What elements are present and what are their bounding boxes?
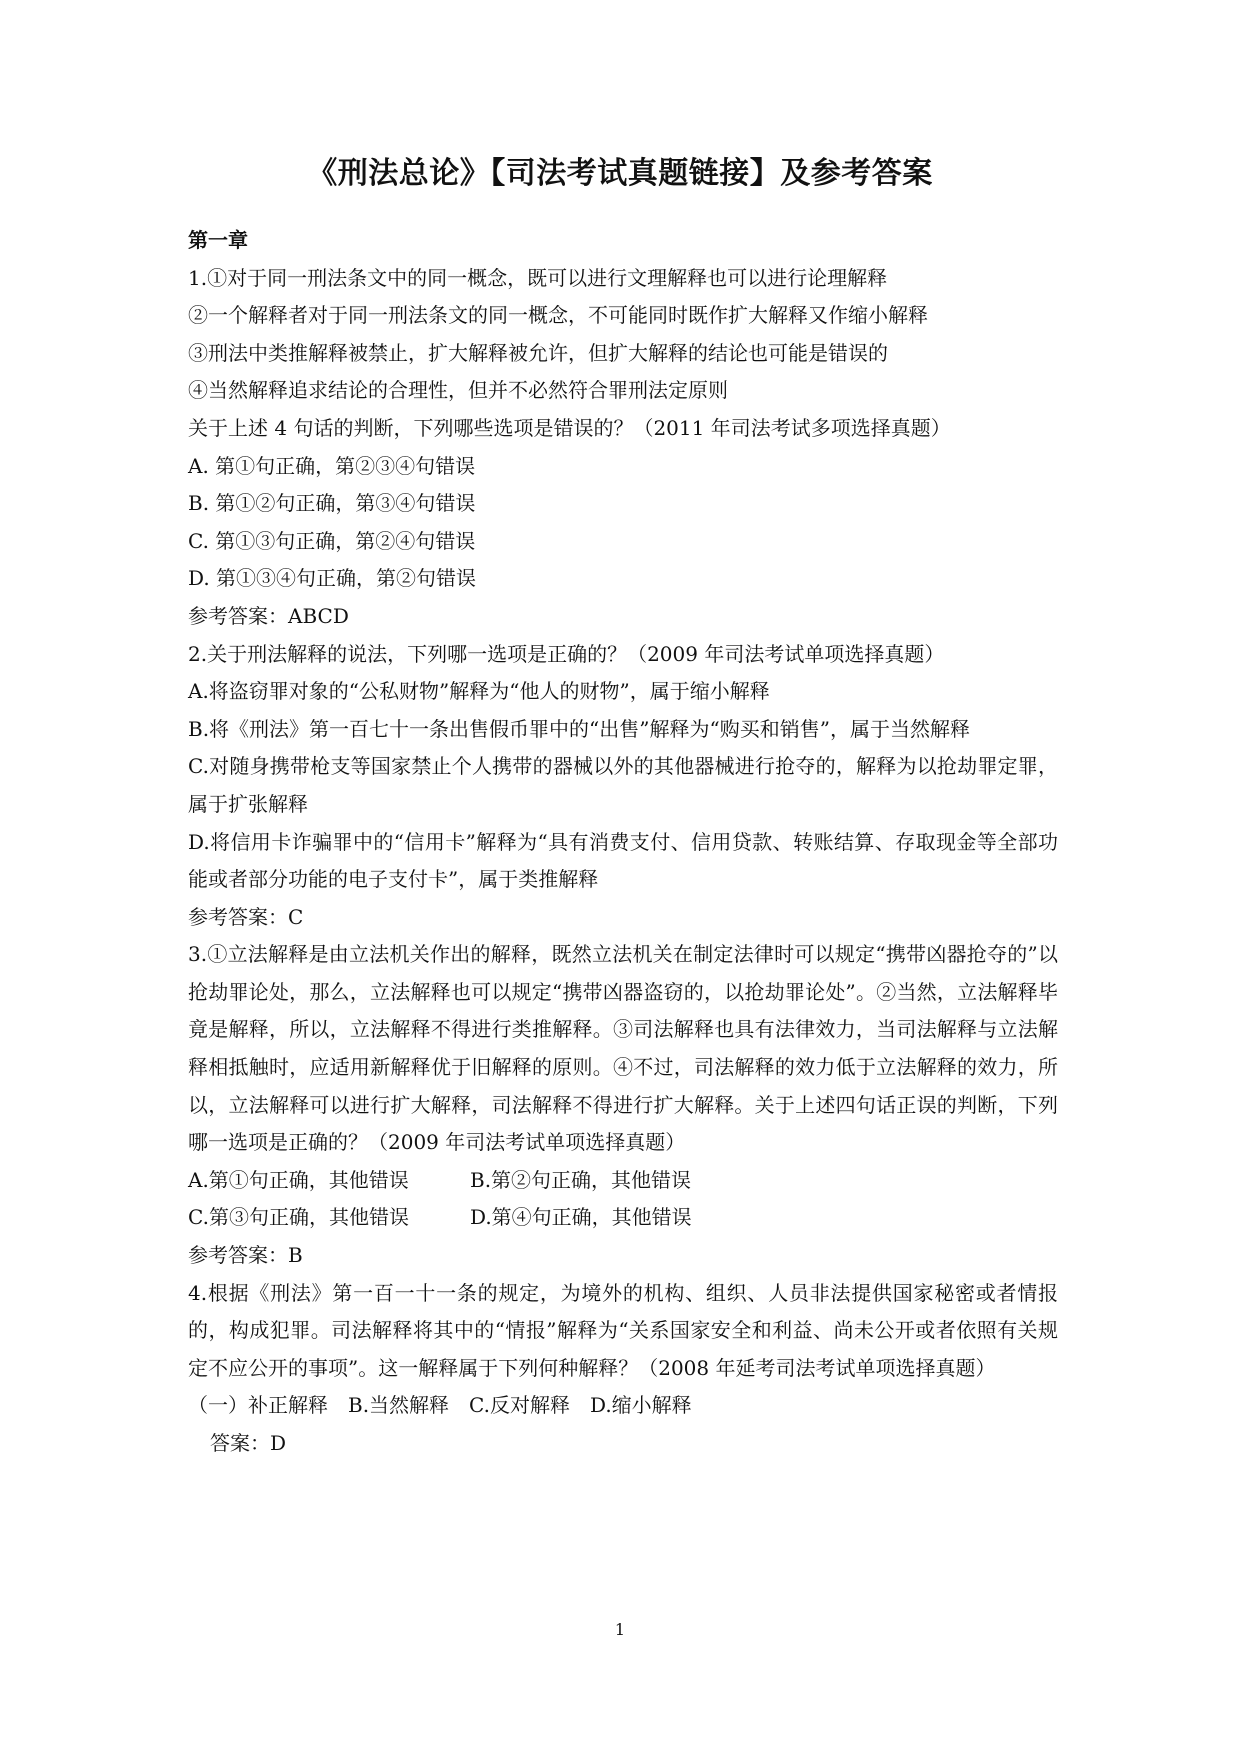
q1-statement-1: 1.①对于同一刑法条文中的同一概念，既可以进行文理解释也可以进行论理解释 [188, 265, 888, 290]
q3-option-d: D.第④句正确，其他错误 [470, 1205, 692, 1230]
q3-option-c: C.第③句正确，其他错误 [188, 1205, 409, 1230]
q1-answer: 参考答案：ABCD [188, 603, 349, 628]
document-body [188, 222, 1058, 1463]
q2-answer: 参考答案：C [188, 904, 304, 929]
q1-option-c: C. 第①③句正确，第②④句错误 [188, 528, 476, 553]
q2-option-c: C.对随身携带枪支等国家禁止个人携带的器械以外的其他器械进行抢夺的，解释为以抢劫罪定罪，属于扩张解释 [188, 754, 1058, 816]
q3-answer: 参考答案：B [188, 1243, 303, 1268]
q4-text: 4.根据《刑法》第一百一十一条的规定，为境外的机构、组织、人员非法提供国家秘密或者情报的，构成犯罪。司法解释将其中的“情报”解释为“关系国家安全和利益、尚未公开或者依照有关规定不应公开的事项”。这一解释属于下列何种解释？（2008 年延考司法考试单项选择真题） [188, 1280, 1058, 1380]
q1-option-b: B. 第①②句正确，第③④句错误 [188, 491, 476, 516]
q3-option-b: B.第②句正确，其他错误 [470, 1167, 692, 1192]
q2-question: 2.关于刑法解释的说法，下列哪一选项是正确的？（2009 年司法考试单项选择真题） [188, 641, 945, 666]
q3-options-row-1 [188, 1162, 1058, 1200]
page-number: 1 [614, 1620, 626, 1639]
q3-option-a: A.第①句正确，其他错误 [188, 1167, 409, 1192]
q1-statement-4: ④当然解释追求结论的合理性，但并不必然符合罪刑法定原则 [188, 378, 728, 403]
q2-option-b: B.将《刑法》第一百七十一条出售假币罪中的“出售”解释为“购买和销售”，属于当然解释 [188, 716, 970, 741]
chapter-heading: 第一章 [188, 228, 248, 252]
q1-statement-3: ③刑法中类推解释被禁止，扩大解释被允许，但扩大解释的结论也可能是错误的 [188, 340, 888, 365]
document-title: 《刑法总论》【司法考试真题链接】及参考答案 [307, 156, 933, 191]
q2-option-a: A.将盗窃罪对象的“公私财物”解释为“他人的财物”，属于缩小解释 [188, 679, 770, 704]
q1-option-a: A. 第①句正确，第②③④句错误 [188, 453, 476, 478]
q3-text: 3.①立法解释是由立法机关作出的解释，既然立法机关在制定法律时可以规定“携带凶器抢夺的”以抢劫罪论处，那么，立法解释也可以规定“携带凶器盗窃的，以抢劫罪论处”。②当然，立法解释毕竟是解释，所以，立法解释不得进行类推解释。③司法解释也具有法律效力，当司法解释与立法解释相抵触时，应适用新解释优于旧解释的原则。④不过，司法解释的效力低于立法解释的效力，所以，立法解释可以进行扩大解释，司法解释不得进行扩大解释。关于上述四句话正误的判断，下列哪一选项是正确的？（2009 年司法考试单项选择真题） [188, 942, 1058, 1155]
q2-option-d: D.将信用卡诈骗罪中的“信用卡”解释为“具有消费支付、信用贷款、转账结算、存取现金等全部功能或者部分功能的电子支付卡”，属于类推解释 [188, 829, 1058, 892]
q1-statement-2: ②一个解释者对于同一刑法条文的同一概念，不可能同时既作扩大解释又作缩小解释 [188, 303, 928, 328]
q4-options: （一）补正解释 B.当然解释 C.反对解释 D.缩小解释 [188, 1393, 692, 1418]
q3-options-row-2 [188, 1199, 1058, 1237]
q1-question: 关于上述 4 句话的判断，下列哪些选项是错误的？（2011 年司法考试多项选择真题） [188, 415, 951, 440]
q4-answer: 答案：D [210, 1431, 287, 1455]
q1-option-d: D. 第①③④句正确，第②句错误 [188, 566, 477, 591]
